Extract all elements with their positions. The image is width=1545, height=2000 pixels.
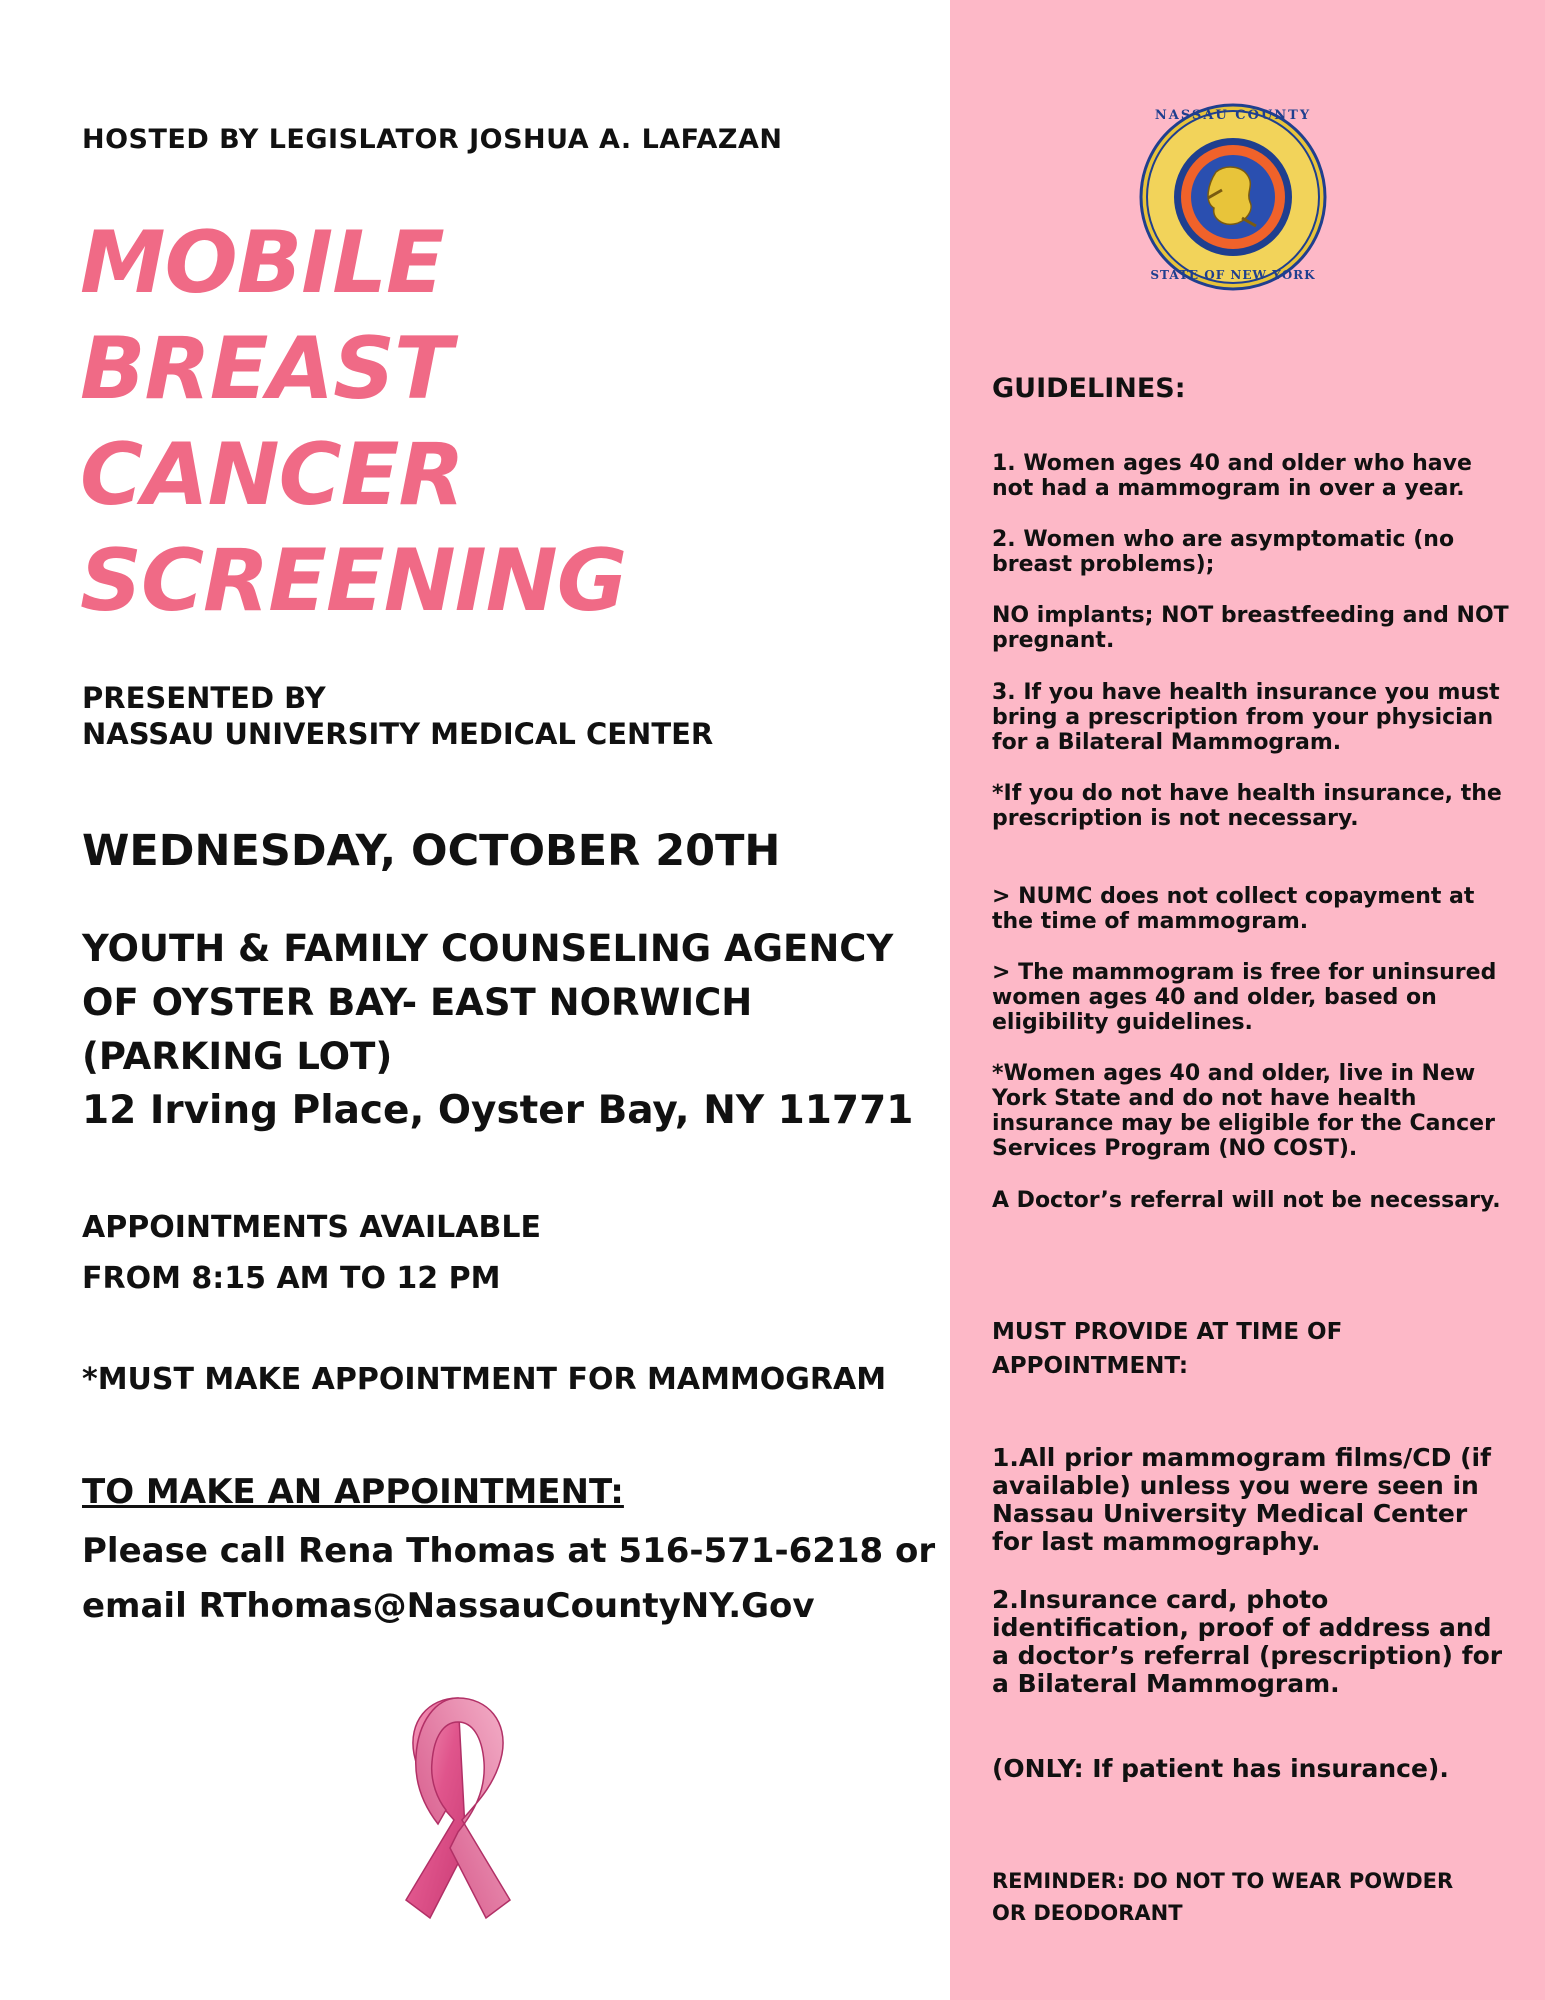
title-line: MOBILE [80,213,444,313]
venue-line: (PARKING LOT) [82,1035,393,1078]
guideline-item: *If you do not have health insurance, the prescription is not necessary. [992,781,1502,831]
pink-ribbon-icon [388,1692,528,1924]
must-provide-item: 2.Insurance card, photo identification, proof of address and a doctor’s referral (prescription) for a Bilateral Mammogram. [992,1585,1503,1698]
seal-bottom-text: STATE OF NEW YORK [1150,268,1316,282]
presented-label: PRESENTED BY [82,681,326,715]
appointments-line: FROM 8:15 AM TO 12 PM [82,1261,501,1296]
must-provide-item: (ONLY: If patient has insurance). [992,1754,1449,1783]
guideline-item: 3. If you have health insurance you must bring a prescription from your physician for a Bilateral Mammogram. [992,680,1500,755]
reminder-note: REMINDER: DO NOT TO WEAR POWDER OR DEODORANT [992,1869,1454,1925]
guideline-item: > NUMC does not collect copayment at the time of mammogram. [992,884,1475,934]
event-date: WEDNESDAY, OCTOBER 20TH [82,826,781,876]
presented-by [82,680,713,752]
contact-email[interactable]: email RThomas@NassauCountyNY.Gov [82,1586,815,1626]
contact-phone: Please call Rena Thomas at 516-571-6218 or [82,1531,936,1571]
guideline-item: NO implants; NOT breastfeeding and NOT pregnant. [992,603,1509,653]
venue [82,922,913,1138]
must-make-appointment: *MUST MAKE APPOINTMENT FOR MAMMOGRAM [82,1362,887,1397]
must-provide-item: 1.All prior mammogram films/CD (if available) unless you were seen in Nassau University Medical Center for last mammography. [992,1443,1491,1556]
guideline-item: *Women ages 40 and older, live in New York State and do not have health insurance may be eligible for the Cancer Services Program (NO COST). [992,1061,1495,1161]
event-title [80,210,626,634]
venue-line: OF OYSTER BAY- EAST NORWICH [82,981,753,1024]
guideline-item: 1. Women ages 40 and older who have not had a mammogram in over a year. [992,451,1472,501]
seal-top-text: NASSAU COUNTY [1154,108,1312,123]
hosted-by: HOSTED BY LEGISLATOR JOSHUA A. LAFAZAN [82,124,783,155]
appointments-line: APPOINTMENTS AVAILABLE [82,1210,541,1245]
seal-label [1138,102,1328,292]
title-line: BREAST [80,319,452,419]
guideline-item: > The mammogram is free for uninsured women ages 40 and older, based on eligibility guidelines. [992,960,1497,1035]
must-provide-heading: MUST PROVIDE AT TIME OF APPOINTMENT: [992,1319,1343,1379]
guideline-item: A Doctor’s referral will not be necessary. [992,1188,1501,1213]
venue-address: 12 Irving Place, Oyster Bay, NY 11771 [82,1088,914,1133]
make-appointment-heading: TO MAKE AN APPOINTMENT: [82,1472,624,1512]
appointment-hours [82,1202,541,1304]
title-line: CANCER [80,425,464,525]
contact-info [82,1524,935,1634]
presenter-name: NASSAU UNIVERSITY MEDICAL CENTER [82,717,714,751]
guideline-item: 2. Women who are asymptomatic (no breast problems); [992,527,1455,577]
venue-line: YOUTH & FAMILY COUNSELING AGENCY [82,927,894,970]
guidelines-heading: GUIDELINES: [992,373,1186,404]
title-line: SCREENING [80,531,627,631]
